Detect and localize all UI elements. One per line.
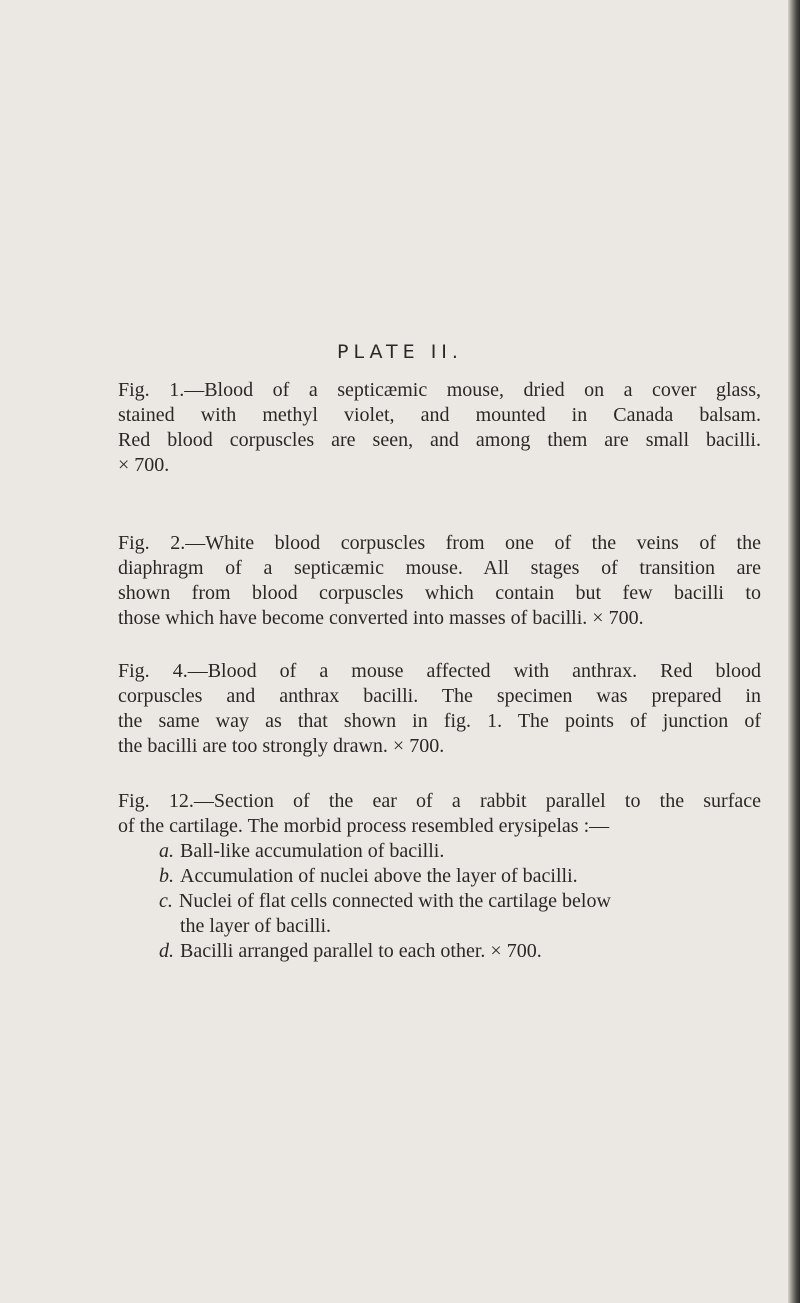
- list-text: the layer of bacilli.: [180, 915, 332, 937]
- caption-fig-12: [118, 789, 761, 964]
- list-text: Bacilli arranged parallel to each other. × 700.: [180, 940, 542, 962]
- caption-line: of the cartilage. The morbid process resembled erysipelas :—: [118, 815, 610, 837]
- list-text: Ball-like accumulation of bacilli.: [180, 840, 445, 862]
- caption-line: × 700.: [118, 454, 170, 476]
- list-marker: a.: [159, 840, 174, 862]
- list-item-continuation: [118, 914, 761, 939]
- list-marker: c.: [159, 890, 173, 912]
- caption-line: corpuscles and anthrax bacilli. The specimen was prepared in: [118, 685, 761, 707]
- caption-fig-1: [118, 378, 761, 478]
- caption-line: shown from blood corpuscles which contain but few bacilli to: [118, 582, 761, 604]
- list-item: [118, 889, 761, 914]
- caption-line: the same way as that shown in fig. 1. The points of junction of: [118, 710, 761, 732]
- caption-fig-2: [118, 531, 761, 631]
- list-item: [118, 864, 761, 889]
- list-text: Nuclei of flat cells connected with the cartilage below: [178, 890, 611, 912]
- caption-fig-4: [118, 659, 761, 759]
- caption-line: Fig. 2.—White blood corpuscles from one of the veins of the: [118, 532, 761, 554]
- list-item: [118, 939, 761, 964]
- caption-line: Fig. 1.—Blood of a septicæmic mouse, dried on a cover glass,: [118, 379, 761, 401]
- list-marker: b.: [159, 865, 174, 887]
- list-marker: d.: [159, 940, 174, 962]
- caption-line: Fig. 12.—Section of the ear of a rabbit parallel to the surface: [118, 790, 761, 812]
- caption-line: Red blood corpuscles are seen, and among them are small bacilli.: [118, 429, 761, 451]
- caption-line: diaphragm of a septicæmic mouse. All stages of transition are: [118, 557, 761, 579]
- list-item: [118, 839, 761, 864]
- caption-line: Fig. 4.—Blood of a mouse affected with anthrax. Red blood: [118, 660, 761, 682]
- caption-line: those which have become converted into masses of bacilli. × 700.: [118, 607, 644, 629]
- caption-line: the bacilli are too strongly drawn. × 700.: [118, 735, 445, 757]
- page-binding-edge: [788, 0, 800, 1303]
- list-text: Accumulation of nuclei above the layer of bacilli.: [180, 865, 578, 887]
- caption-line: stained with methyl violet, and mounted in Canada balsam.: [118, 404, 761, 426]
- plate-title: PLATE II.: [337, 341, 463, 363]
